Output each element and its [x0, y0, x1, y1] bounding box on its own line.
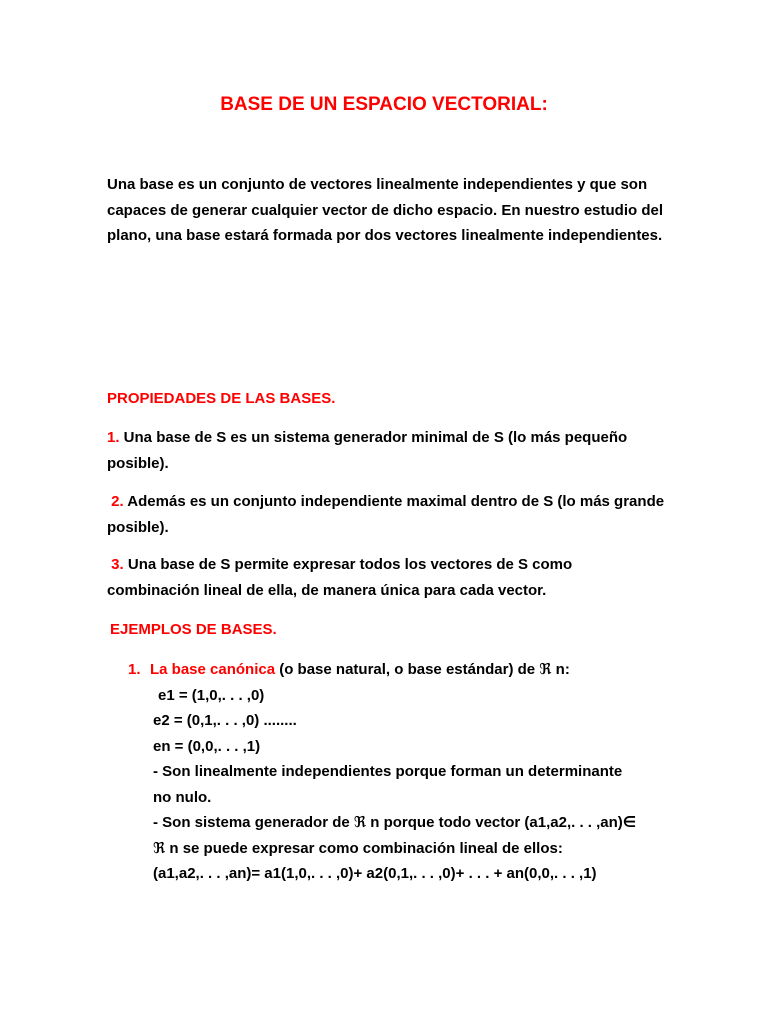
intro-paragraph: Una base es un conjunto de vectores linealmente independientes y que son capaces de generar cualquier vector de dicho espacio. En nuestro estudio del plano, una base estará formada por dos vectores linealmente independientes.	[107, 176, 664, 244]
page-title: BASE DE UN ESPACIO VECTORIAL:	[220, 94, 548, 115]
example-line: - Son sistema generador de ℜ n porque todo vector (a1,a2,. . . ,an)∈	[153, 814, 637, 831]
example-item	[128, 657, 648, 887]
example-number: 1.	[128, 661, 141, 678]
example-line: ℜ n se puede expresar como combinación lineal de ellos:	[153, 839, 563, 857]
properties-heading: PROPIEDADES DE LAS BASES.	[107, 390, 336, 407]
property-item	[107, 489, 667, 541]
example-title: La base canónica	[150, 661, 276, 678]
example-title-line	[128, 657, 648, 683]
property-number: 1.	[107, 429, 120, 446]
property-number: 3.	[111, 556, 124, 573]
examples-heading: EJEMPLOS DE BASES.	[110, 621, 277, 638]
example-line: en = (0,0,. . . ,1)	[153, 737, 261, 755]
property-text: Una base de S permite expresar todos los vectores de S como combinación lineal de ella, de manera única para cada vector.	[107, 556, 573, 599]
example-line: e1 = (1,0,. . . ,0)	[158, 686, 265, 704]
example-title-rest: (o base natural, o base estándar) de ℜ n:	[275, 661, 570, 678]
example-line: (a1,a2,. . . ,an)= a1(1,0,. . . ,0)+ a2(0,1,. . . ,0)+ . . . + an(0,0,. . . ,1)	[153, 865, 597, 882]
property-text: Una base de S es un sistema generador minimal de S (lo más pequeño posible).	[107, 429, 628, 472]
property-text: Además es un conjunto independiente maximal dentro de S (lo más grande posible).	[107, 493, 665, 536]
example-line: - Son linealmente independientes porque forman un determinante	[153, 763, 623, 780]
property-item	[107, 552, 667, 604]
property-number: 2.	[111, 493, 124, 510]
property-item	[107, 425, 667, 477]
example-line: no nulo.	[153, 788, 212, 806]
example-line: e2 = (0,1,. . . ,0) ........	[153, 712, 297, 729]
